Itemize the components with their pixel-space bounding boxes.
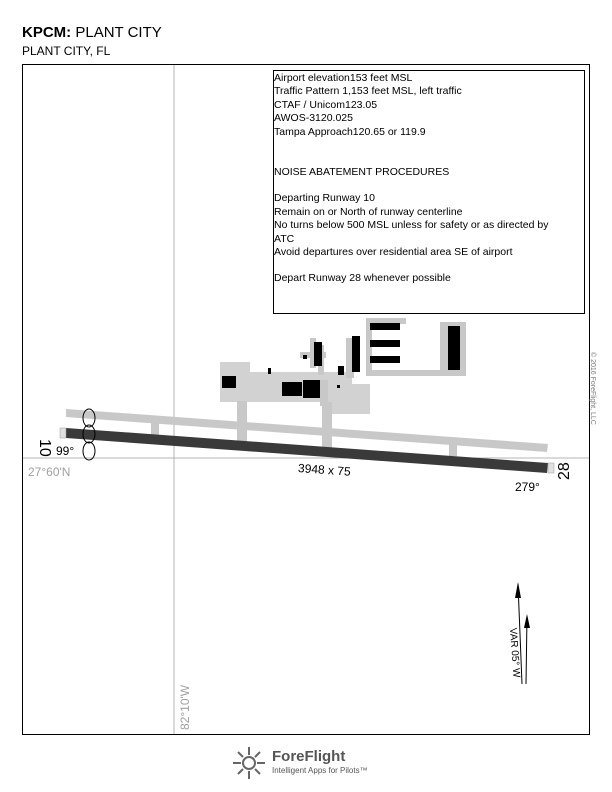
airport-location: PLANT CITY, FL bbox=[22, 44, 111, 58]
runway-heading-east: 279° bbox=[515, 480, 540, 494]
noise-line: Remain on or North of runway centerline bbox=[274, 205, 463, 218]
building bbox=[370, 356, 400, 363]
longitude-label: 82°10'W bbox=[178, 684, 192, 730]
latitude-label: 27°60'N bbox=[28, 465, 71, 479]
info-awos: AWOS-3120.025 bbox=[274, 112, 353, 125]
noise-line: Depart Runway 28 whenever possible bbox=[274, 272, 451, 285]
building bbox=[338, 366, 344, 375]
noise-line: Avoid departures over residential area SE of airport bbox=[274, 246, 513, 259]
noise-line: ATC bbox=[274, 232, 295, 245]
building bbox=[314, 342, 322, 366]
building bbox=[370, 323, 400, 330]
footer-brand: ForeFlight bbox=[272, 748, 346, 765]
info-ctaf: CTAF / Unicom123.05 bbox=[274, 98, 378, 111]
info-traffic-pattern: Traffic Pattern 1,153 feet MSL, left traffic bbox=[274, 85, 462, 98]
copyright: © 2016 ForeFlight, LLC bbox=[589, 352, 596, 425]
building bbox=[337, 385, 340, 388]
footer-tagline: Intelligent Apps for Pilots™ bbox=[272, 766, 368, 775]
building bbox=[282, 382, 302, 396]
magnetic-variation-label: VAR 05° W bbox=[507, 627, 522, 679]
building bbox=[352, 336, 360, 372]
building bbox=[448, 326, 460, 370]
info-elevation: Airport elevation153 feet MSL bbox=[274, 72, 413, 84]
foreflight-logo-icon bbox=[232, 746, 266, 780]
building bbox=[370, 340, 400, 347]
noise-line: Departing Runway 10 bbox=[274, 192, 375, 205]
building bbox=[222, 376, 236, 388]
runway-dimensions: 3948 x 75 bbox=[297, 461, 352, 479]
runway-threshold-east bbox=[548, 463, 554, 473]
info-approach: Tampa Approach120.65 or 119.9 bbox=[274, 125, 426, 138]
runway-threshold-west bbox=[60, 428, 66, 438]
runway-heading-west: 99° bbox=[56, 444, 75, 458]
building bbox=[303, 380, 321, 398]
building bbox=[268, 368, 271, 374]
airport-code: KPCM: bbox=[22, 24, 72, 41]
apron-connector bbox=[318, 375, 340, 380]
airport-info-box bbox=[273, 70, 585, 314]
runway-label-west: 10 bbox=[36, 439, 53, 457]
noise-line: No turns below 500 MSL unless for safety or as directed by bbox=[274, 219, 549, 232]
building bbox=[303, 355, 307, 359]
runway-label-east: 28 bbox=[556, 462, 573, 480]
airport-name: PLANT CITY bbox=[75, 24, 162, 41]
noise-title: NOISE ABATEMENT PROCEDURES bbox=[274, 166, 450, 179]
